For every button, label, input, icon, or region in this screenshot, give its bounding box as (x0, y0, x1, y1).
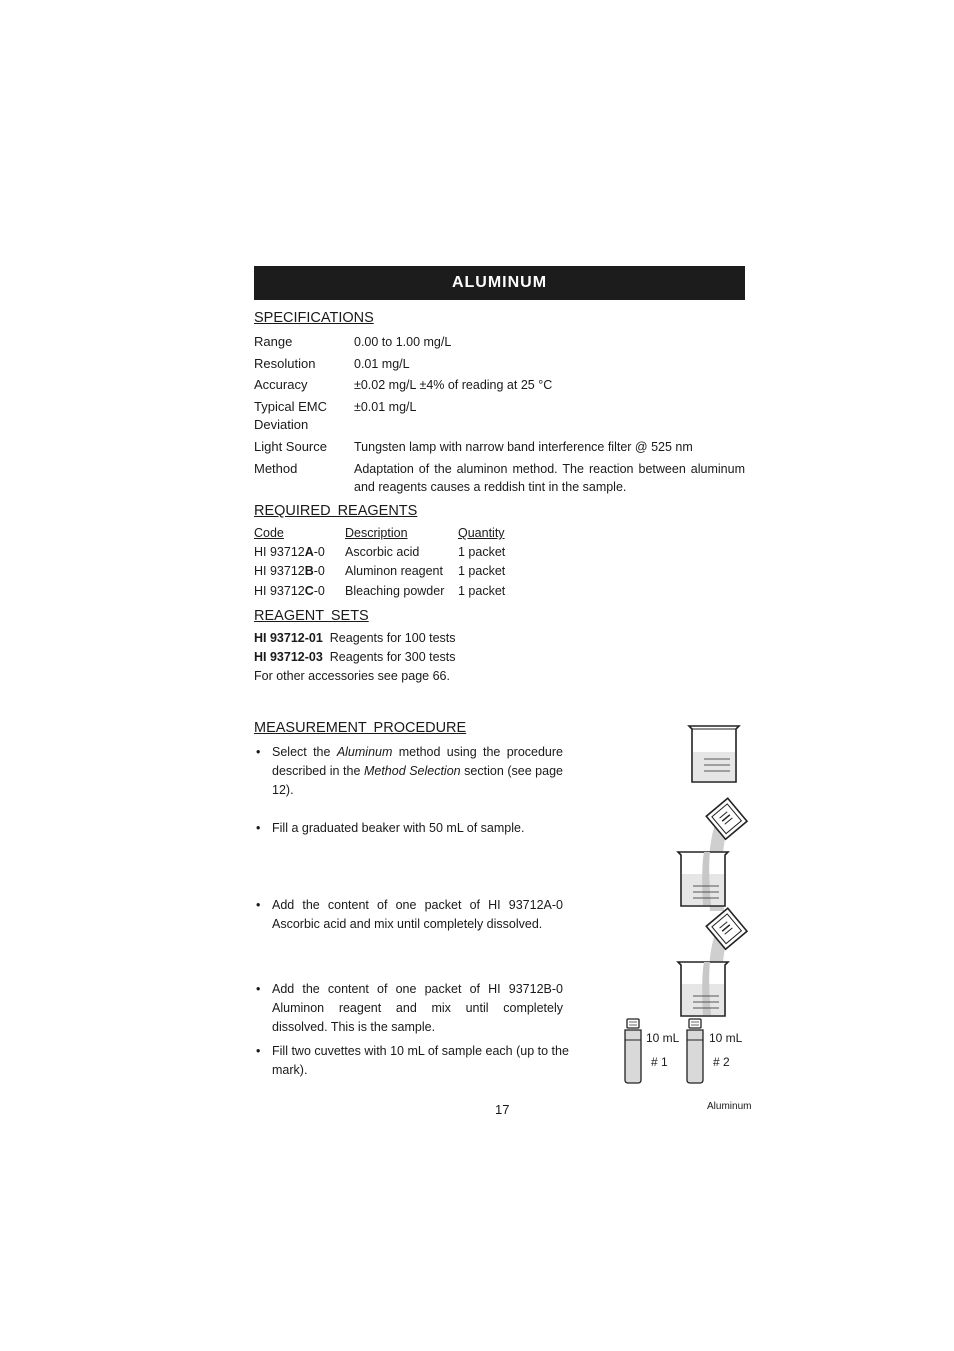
spec-label: Typical EMC (254, 399, 327, 414)
manual-page: ALUMINUM SPECIFICATIONS Range 0.00 to 1.00 mg/L Resolution 0.01 mg/L Accuracy ±0.02 mg/L ±4% of reading at 25 °C Typical EMC Deviation ±0.01 mg/L Light Source Tungsten lamp with narrow band interference filter @ 525 nm Method Adaptation of the aluminon method. The reaction between aluminum and reagents causes a reddish tint in the sample. REQUIRED REAGENTS Code Description Quantity HI 93712A-0 Ascorbic acid 1 packet HI 93712B-0 Aluminon reagent 1 packet HI 93712C-0 Bleaching powder 1 packet REAGENT SETS HI 93712-01 Reagents for 100 tests HI 93712-03 Reagents for 300 tests For other accessories see page 66. MEASUREMENT PROCEDURE • Select the Aluminum method using the procedure described in the Method Selection section (see page 12). • Fill a graduated beaker with 50 mL of sample. • Add the content of one packet of HI 93712A-0 Ascorbic acid and mix until completely dissolved. • Add the content of one packet of HI 93712B-0 Aluminon reagent and mix until completely dissolved. This is the sample. • Fill two cuvettes with 10 mL of sample each (up to the mark). 10 mL # 1 10 mL # 2 17 Aluminum (254, 266, 745, 1126)
measurement-procedure-heading: MEASUREMENT PROCEDURE (254, 720, 467, 736)
reagent-description: Ascorbic acid (345, 545, 420, 559)
cuvette-volume-label: 10 mL (709, 1031, 743, 1045)
reagent-quantity: 1 packet (458, 584, 506, 598)
spec-label: Range (254, 334, 293, 349)
spec-label: Method (254, 461, 298, 476)
beaker-illustration (675, 958, 731, 1020)
beaker-illustration (686, 722, 742, 786)
column-header-description: Description (345, 526, 408, 540)
beaker-illustration (675, 848, 731, 910)
cuvette-volume-label: 10 mL (646, 1031, 680, 1045)
reagent-set-row: HI 93712-03 Reagents for 300 tests (254, 650, 456, 664)
reagent-set-row: HI 93712-01 Reagents for 100 tests (254, 631, 456, 645)
spec-value: ±0.01 mg/L (354, 400, 417, 414)
reagent-sets-heading: REAGENT SETS (254, 608, 369, 624)
spec-value: Adaptation of the aluminon method. The reaction between aluminum and reagents causes a reddish tint in the sample. (354, 462, 745, 494)
spec-label: Accuracy (254, 377, 308, 392)
cuvette-number-label: # 2 (713, 1055, 730, 1069)
spec-value: ±0.02 mg/L ±4% of reading at 25 °C (354, 378, 553, 392)
spec-label: Deviation (254, 417, 309, 432)
reagent-quantity: 1 packet (458, 545, 506, 559)
spec-label: Resolution (254, 356, 316, 371)
spec-label: Light Source (254, 439, 327, 454)
cuvette-number-label: # 1 (651, 1055, 668, 1069)
required-reagents-heading: REQUIRED REAGENTS (254, 503, 418, 519)
cuvette-illustration (684, 1018, 706, 1084)
spec-value: 0.00 to 1.00 mg/L (354, 335, 452, 349)
column-header-code: Code (254, 526, 284, 540)
spec-value: 0.01 mg/L (354, 357, 410, 371)
column-header-quantity: Quantity (458, 526, 505, 540)
page-title: ALUMINUM (254, 266, 745, 300)
reagent-description: Bleaching powder (345, 584, 445, 598)
reagent-code: HI 93712A-0 (254, 545, 325, 559)
reagent-quantity: 1 packet (458, 564, 506, 578)
reagent-description: Aluminon reagent (345, 564, 443, 578)
reagent-code: HI 93712C-0 (254, 584, 325, 598)
specifications-heading: SPECIFICATIONS (254, 310, 374, 326)
page-number: 17 (495, 1102, 510, 1117)
cuvette-illustration (622, 1018, 644, 1084)
spec-value: Tungsten lamp with narrow band interference filter @ 525 nm (354, 440, 693, 454)
reagent-code: HI 93712B-0 (254, 564, 325, 578)
footer-section-label: Aluminum (707, 1101, 752, 1112)
accessories-note: For other accessories see page 66. (254, 669, 450, 683)
